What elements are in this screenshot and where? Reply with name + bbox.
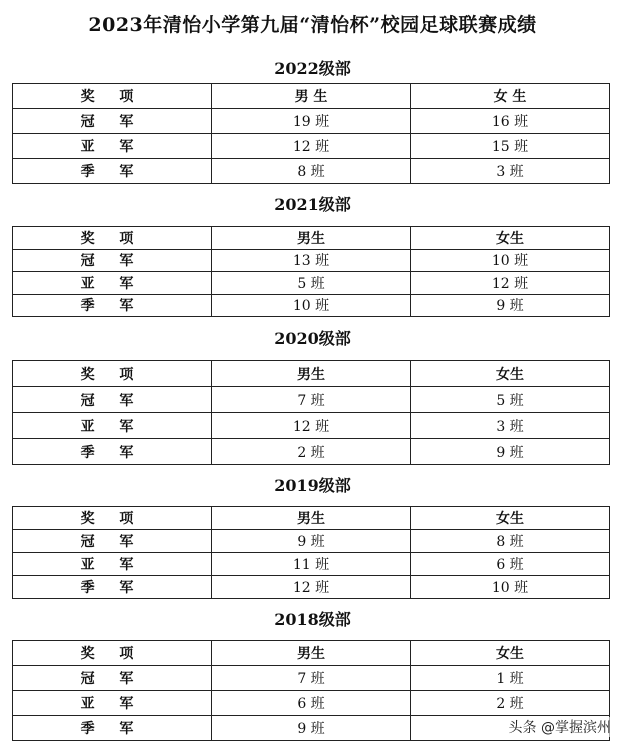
boys-class-cell: 10 班 xyxy=(212,294,411,317)
award-cell: 亚 军 xyxy=(13,691,212,716)
award-cell: 季 军 xyxy=(13,439,212,465)
award-cell: 冠 军 xyxy=(13,109,212,134)
girls-class-cell: 8 班 xyxy=(411,530,610,553)
award-cell: 亚 军 xyxy=(13,134,212,159)
girls-class-cell: 10 班 xyxy=(411,249,610,272)
table-row xyxy=(13,576,610,599)
column-header: 女 生 xyxy=(411,84,610,109)
table-row xyxy=(13,109,610,134)
award-cell: 季 军 xyxy=(13,576,212,599)
boys-class-cell: 12 班 xyxy=(212,134,411,159)
table-row xyxy=(13,530,610,553)
table-row xyxy=(13,413,610,439)
section-heading: 2019级部 xyxy=(274,476,351,495)
results-table xyxy=(12,226,610,317)
girls-class-cell: 15 班 xyxy=(411,134,610,159)
table-row xyxy=(13,272,610,295)
boys-class-cell: 6 班 xyxy=(212,691,411,716)
table-row xyxy=(13,387,610,413)
award-cell: 冠 军 xyxy=(13,249,212,272)
girls-class-cell: 1 班 xyxy=(411,666,610,691)
girls-class-cell: 9 班 xyxy=(411,439,610,465)
results-table xyxy=(12,506,610,599)
section-heading: 2018级部 xyxy=(274,610,351,629)
column-header: 女生 xyxy=(411,507,610,530)
table-header-row xyxy=(13,507,610,530)
column-header: 男 生 xyxy=(212,84,411,109)
results-table xyxy=(12,83,610,184)
boys-class-cell: 2 班 xyxy=(212,439,411,465)
column-header: 女生 xyxy=(411,361,610,387)
column-header: 奖 项 xyxy=(13,507,212,530)
boys-class-cell: 5 班 xyxy=(212,272,411,295)
column-header: 女生 xyxy=(411,227,610,250)
boys-class-cell: 13 班 xyxy=(212,249,411,272)
section-heading: 2022级部 xyxy=(274,59,351,78)
boys-class-cell: 11 班 xyxy=(212,553,411,576)
section-heading: 2020级部 xyxy=(274,329,351,348)
boys-class-cell: 12 班 xyxy=(212,576,411,599)
table-header-row xyxy=(13,361,610,387)
award-cell: 冠 军 xyxy=(13,387,212,413)
girls-class-cell: 10 班 xyxy=(411,576,610,599)
column-header: 男生 xyxy=(212,227,411,250)
award-cell: 季 军 xyxy=(13,716,212,741)
table-row xyxy=(13,294,610,317)
award-cell: 季 军 xyxy=(13,294,212,317)
column-header: 奖 项 xyxy=(13,361,212,387)
girls-class-cell: 12 班 xyxy=(411,272,610,295)
girls-class-cell: 16 班 xyxy=(411,109,610,134)
column-header: 奖 项 xyxy=(13,84,212,109)
table-header-row xyxy=(13,641,610,666)
results-table xyxy=(12,360,610,465)
award-cell: 冠 军 xyxy=(13,530,212,553)
column-header: 男生 xyxy=(212,641,411,666)
boys-class-cell: 12 班 xyxy=(212,413,411,439)
table-row xyxy=(13,249,610,272)
column-header: 男生 xyxy=(212,507,411,530)
table-row xyxy=(13,134,610,159)
table-row xyxy=(13,553,610,576)
girls-class-cell: 3 班 xyxy=(411,413,610,439)
section-heading: 2021级部 xyxy=(274,195,351,214)
table-header-row xyxy=(13,84,610,109)
page-title: 2023年清怡小学第九届“清怡杯”校园足球联赛成绩 xyxy=(88,14,537,36)
column-header: 女生 xyxy=(411,641,610,666)
award-cell: 季 军 xyxy=(13,159,212,184)
table-row xyxy=(13,691,610,716)
girls-class-cell: 2 班 xyxy=(411,691,610,716)
girls-class-cell: 6 班 xyxy=(411,553,610,576)
table-row xyxy=(13,439,610,465)
boys-class-cell: 7 班 xyxy=(212,387,411,413)
girls-class-cell: 5 班 xyxy=(411,387,610,413)
girls-class-cell: 9 班 xyxy=(411,294,610,317)
boys-class-cell: 8 班 xyxy=(212,159,411,184)
boys-class-cell: 7 班 xyxy=(212,666,411,691)
award-cell: 亚 军 xyxy=(13,272,212,295)
column-header: 奖 项 xyxy=(13,641,212,666)
girls-class-cell: 3 班 xyxy=(411,159,610,184)
boys-class-cell: 9 班 xyxy=(212,716,411,741)
column-header: 奖 项 xyxy=(13,227,212,250)
boys-class-cell: 19 班 xyxy=(212,109,411,134)
award-cell: 亚 军 xyxy=(13,553,212,576)
award-cell: 亚 军 xyxy=(13,413,212,439)
table-header-row xyxy=(13,227,610,250)
table-row xyxy=(13,666,610,691)
award-cell: 冠 军 xyxy=(13,666,212,691)
table-row xyxy=(13,159,610,184)
watermark: 头条 @掌握滨州 xyxy=(509,717,611,737)
column-header: 男生 xyxy=(212,361,411,387)
boys-class-cell: 9 班 xyxy=(212,530,411,553)
